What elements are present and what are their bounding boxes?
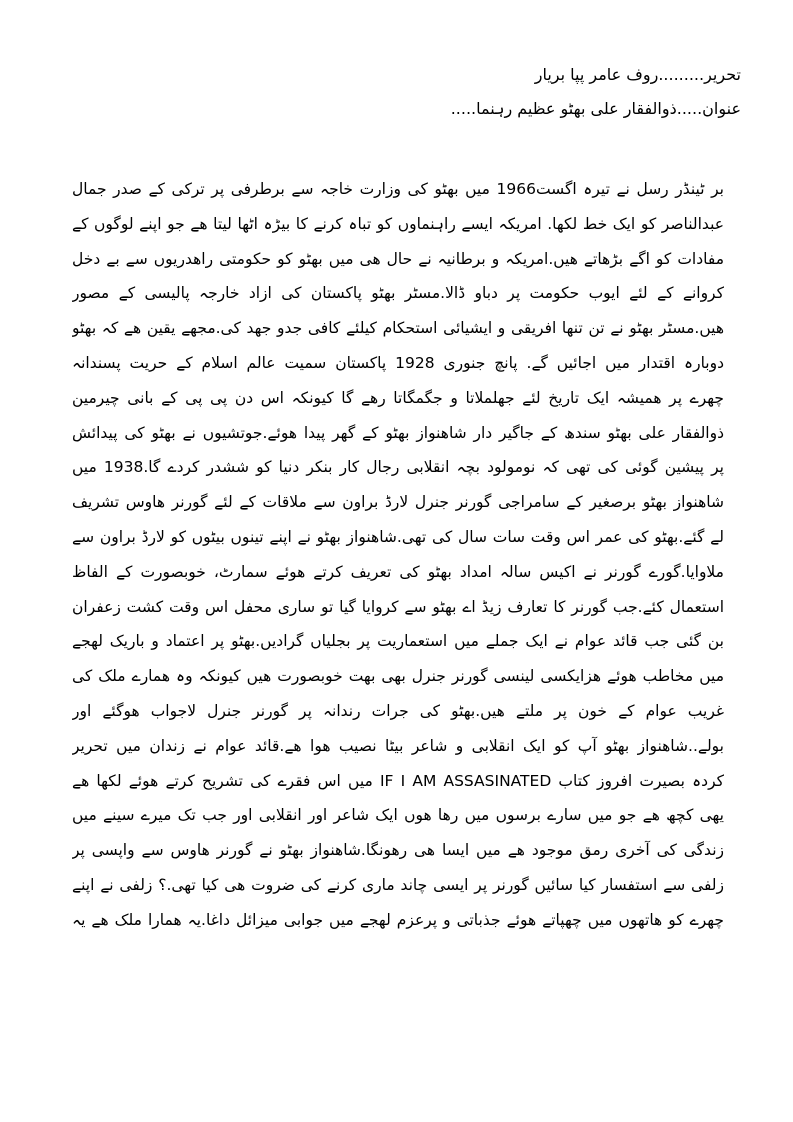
body-line: چھرے پر ھمیشہ ایک تاریخ لئے جھلملاتا و جگمگاتا رھے گا کیونکہ اس دن پی پی کے بانی چیرمین [72, 388, 724, 407]
body-line: عبدالناصر کو ایک خط لکھا. امریکہ ایسے راہنماوں کو تباہ کرنے کا بیڑہ اٹھا لیتا ھے جو اپنے لوگوں کے [72, 214, 724, 233]
body-line: کروانے کے لئے ایوب حکومت پر دباو ڈالا.مسٹر بھٹو پاکستان کی ازاد خارجہ پالیسی کے مصور [72, 284, 724, 303]
body-line: دوبارہ اقتدار میں اجائیں گے. پانچ جنوری 1928 پاکستان سمیت عالم اسلام کے حریت پسندانہ [72, 353, 724, 372]
body-line: استعمال کئے.جب گورنر کا تعارف زیڈ اے بھٹو سے کروایا گیا تو ساری محفل اس وقت کشت زعفران [72, 597, 724, 616]
body-line: بر ٹینڈر رسل نے تیرہ اگست1966 میں بھٹو کی وزارت خاجہ سے برطرفی پر ترکی کے صدر جمال [72, 180, 724, 198]
body-line: ملاوایا.گورے گورنر نے اکیس سالہ امداد بھٹو کی تعریف کرتے ھوئے سمارٹ، خوبصورت کے الفاظ [72, 562, 724, 581]
body-line: غریب عوام کے خون پر ملتے ھیں.بھٹو کی جرات رندانہ پر گورنر جنرل لاجواب ھوگئے اور [72, 701, 724, 720]
body-line: ھیں.مسٹر بھٹو نے تن تنھا افریقی و ایشیائی استحکام کیلئے کافی جدو جھد کی.مجھے یقین ھے کہ بھٹو [72, 319, 724, 338]
title-line: عنوان.....ذوالفقار علی بھٹو عظیم رہنما..... [450, 99, 741, 118]
body-line: مفادات کو اگے بڑھاتے ھیں.امریکہ و برطانیہ نے حال ھی میں بھٹو کو حکومتی راھدریوں سے بے دخل [72, 249, 724, 268]
author-line: تحریر.........روف عامر پپا بریار [534, 65, 741, 84]
body-line: زلفی سے استفسار کیا سائیں گورنر پر ایسی چاند ماری کرنے کی ضروت ھی کیا تھی.؟ زلفی نے اپنے [72, 875, 724, 894]
body-line: چھرے کو ھاتھوں میں چھپاتے ھوئے جذباتی و پرعزم لھجے میں جوابی میزائل داغا.یہ ھمارا ملک ھے یہ [72, 910, 724, 929]
document-header [241, 58, 741, 126]
article-body [72, 172, 724, 938]
body-line: بن گئی جب قائد عوام نے ایک جملے میں استعماریت پر بجلیاں گرادیں.بھٹو پر اعتماد و باریک لھجے [72, 632, 724, 651]
body-line: پر پیشین گوئی کی تھی کہ نومولود بچہ انقلابی رجال کار بنکر دنیا کو ششدر کردے گا.1938 میں [72, 458, 724, 477]
body-line: ذوالفقار علی بھٹو سندھ کے جاگیر دار شاھنواز بھٹو کے گھر پیدا ھوئے.جوتشیوں نے بھٹو کی پیدائش [72, 423, 724, 442]
body-line: زندگی کی آخری رمق موجود ھے میں ایسا ھی رھونگا.شاھنواز بھٹو نے گورنر ھاوس سے واپسی پر [72, 841, 724, 860]
body-line: کردہ بصیرت افروز کتاب IF I AM ASSASINATED میں اس فقرے کی تشریح کرتے ھوئے لکھا ھے [72, 771, 724, 790]
body-line: لے گئے.بھٹو کی عمر اس وقت سات سال کی تھی.شاھنواز بھٹو نے اپنے تینوں بیٹوں کو لارڈ براون سے [72, 527, 724, 546]
body-line: بولے..شاھنواز بھٹو آپ کو ایک انقلابی و شاعر بیٹا نصیب ھوا ھے.قائد عوام نے زندان میں تحریر [72, 736, 724, 755]
body-line: شاھنواز بھٹو برصغیر کے سامراجی گورنر جنرل لارڈ براون سے ملاقات کے لئے گورنر ھاوس تشریف [72, 493, 724, 512]
body-line: میں مخاطب ھوئے ھزایکسی لینسی گورنر جنرل بھی بھت خوبصورت ھیں کیونکہ وہ ھمارے ملک کی [72, 667, 724, 686]
body-line: یھی کچھ ھے جو میں سارے برسوں میں رھا ھوں ایک شاعر اور انقلابی اور جب تک میرے سینے میں [72, 806, 724, 825]
